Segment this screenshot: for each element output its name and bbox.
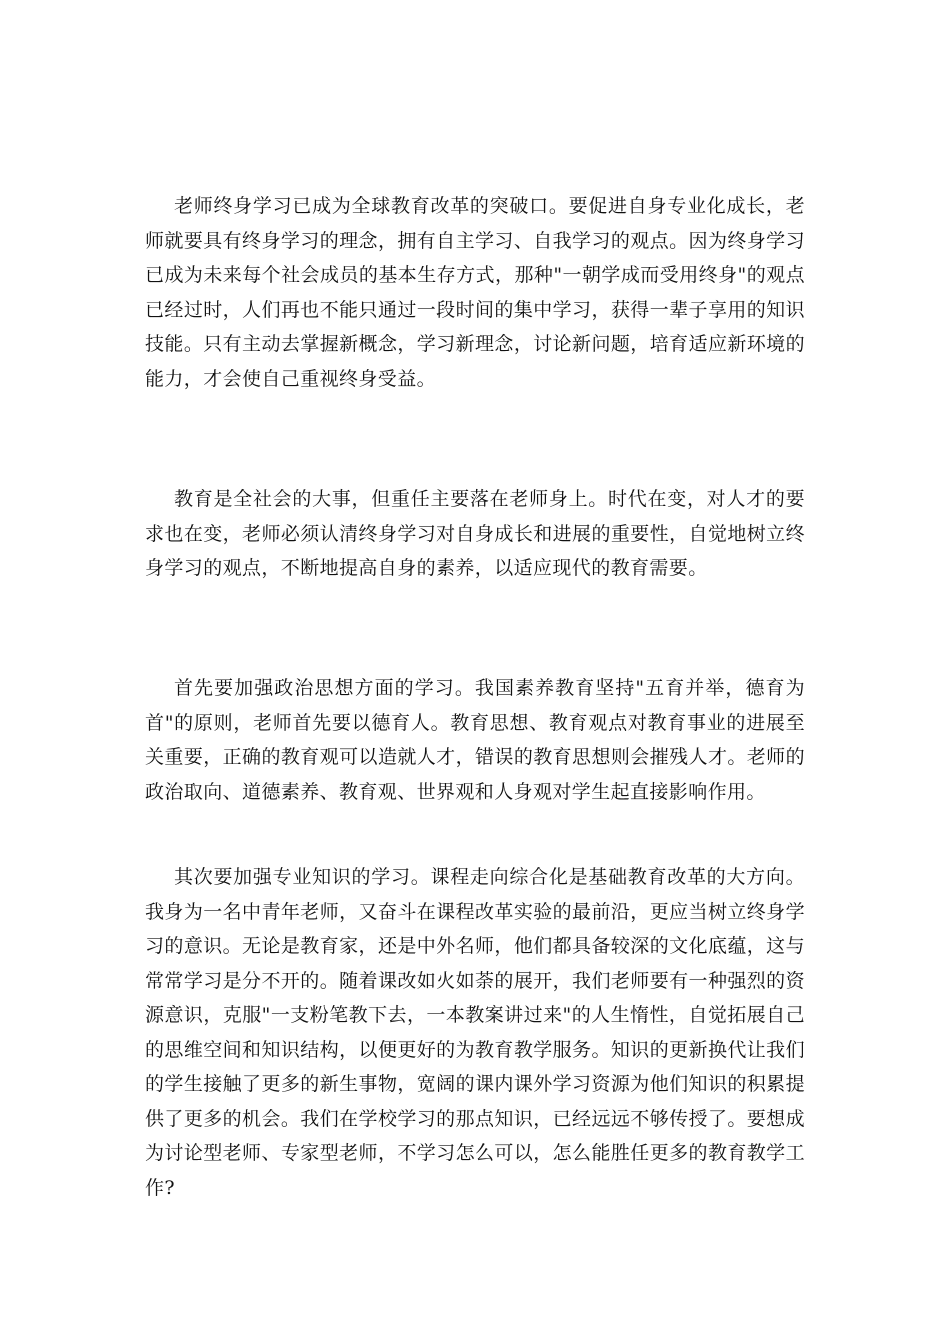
paragraph-political-study: 首先要加强政治思想方面的学习。我国素养教育坚持"五育并举，德育为首"的原则，老师首先要以德育人。教育思想、教育观点对教育事业的进展至关重要，正确的教育观可以造就人才，错误的教育思想则会摧残人才。老师的政治取向、道德素养、教育观、世界观和人身观对学生起直接影响作用。 xyxy=(145,677,805,803)
paragraph-professional-study: 其次要加强专业知识的学习。课程走向综合化是基础教育改革的大方向。我身为一名中青年老师，又奋斗在课程改革实验的最前沿，更应当树立终身学习的意识。无论是教育家，还是中外名师，他们都具备较深的文化底蕴，这与常常学习是分不开的。随着课改如火如荼的展开，我们老师要有一种强烈的资源意识，克服"一支粉笔教下去，一本教案讲过来"的人生惰性，自觉拓展自己的思维空间和知识结构，以便更好的为教育教学服务。知识的更新换代让我们的学生接触了更多的新生事物，宽阔的课内课外学习资源为他们知识的积累提供了更多的机会。我们在学校学习的那点知识，已经远远不够传授了。要想成为讨论型老师、专家型老师，不学习怎么可以，怎么能胜任更多的教育教学工作? xyxy=(145,866,805,1199)
paragraph-education-responsibility: 教育是全社会的大事，但重任主要落在老师身上。时代在变，对人才的要求也在变，老师必须认清终身学习对自身成长和进展的重要性，自觉地树立终身学习的观点，不断地提高自身的素养，以适应现代的教育需要。 xyxy=(145,488,805,579)
paragraph-lifelong-learning: 老师终身学习已成为全球教育改革的突破口。要促进自身专业化成长，老师就要具有终身学习的理念，拥有自主学习、自我学习的观点。因为终身学习已成为未来每个社会成员的基本生存方式，那种"一朝学成而受用终身"的观点已经过时，人们再也不能只通过一段时间的集中学习，获得一辈子享用的知识技能。只有主动去掌握新概念，学习新理念，讨论新问题，培育适应新环境的能力，才会使自己重视终身受益。 xyxy=(145,195,805,390)
